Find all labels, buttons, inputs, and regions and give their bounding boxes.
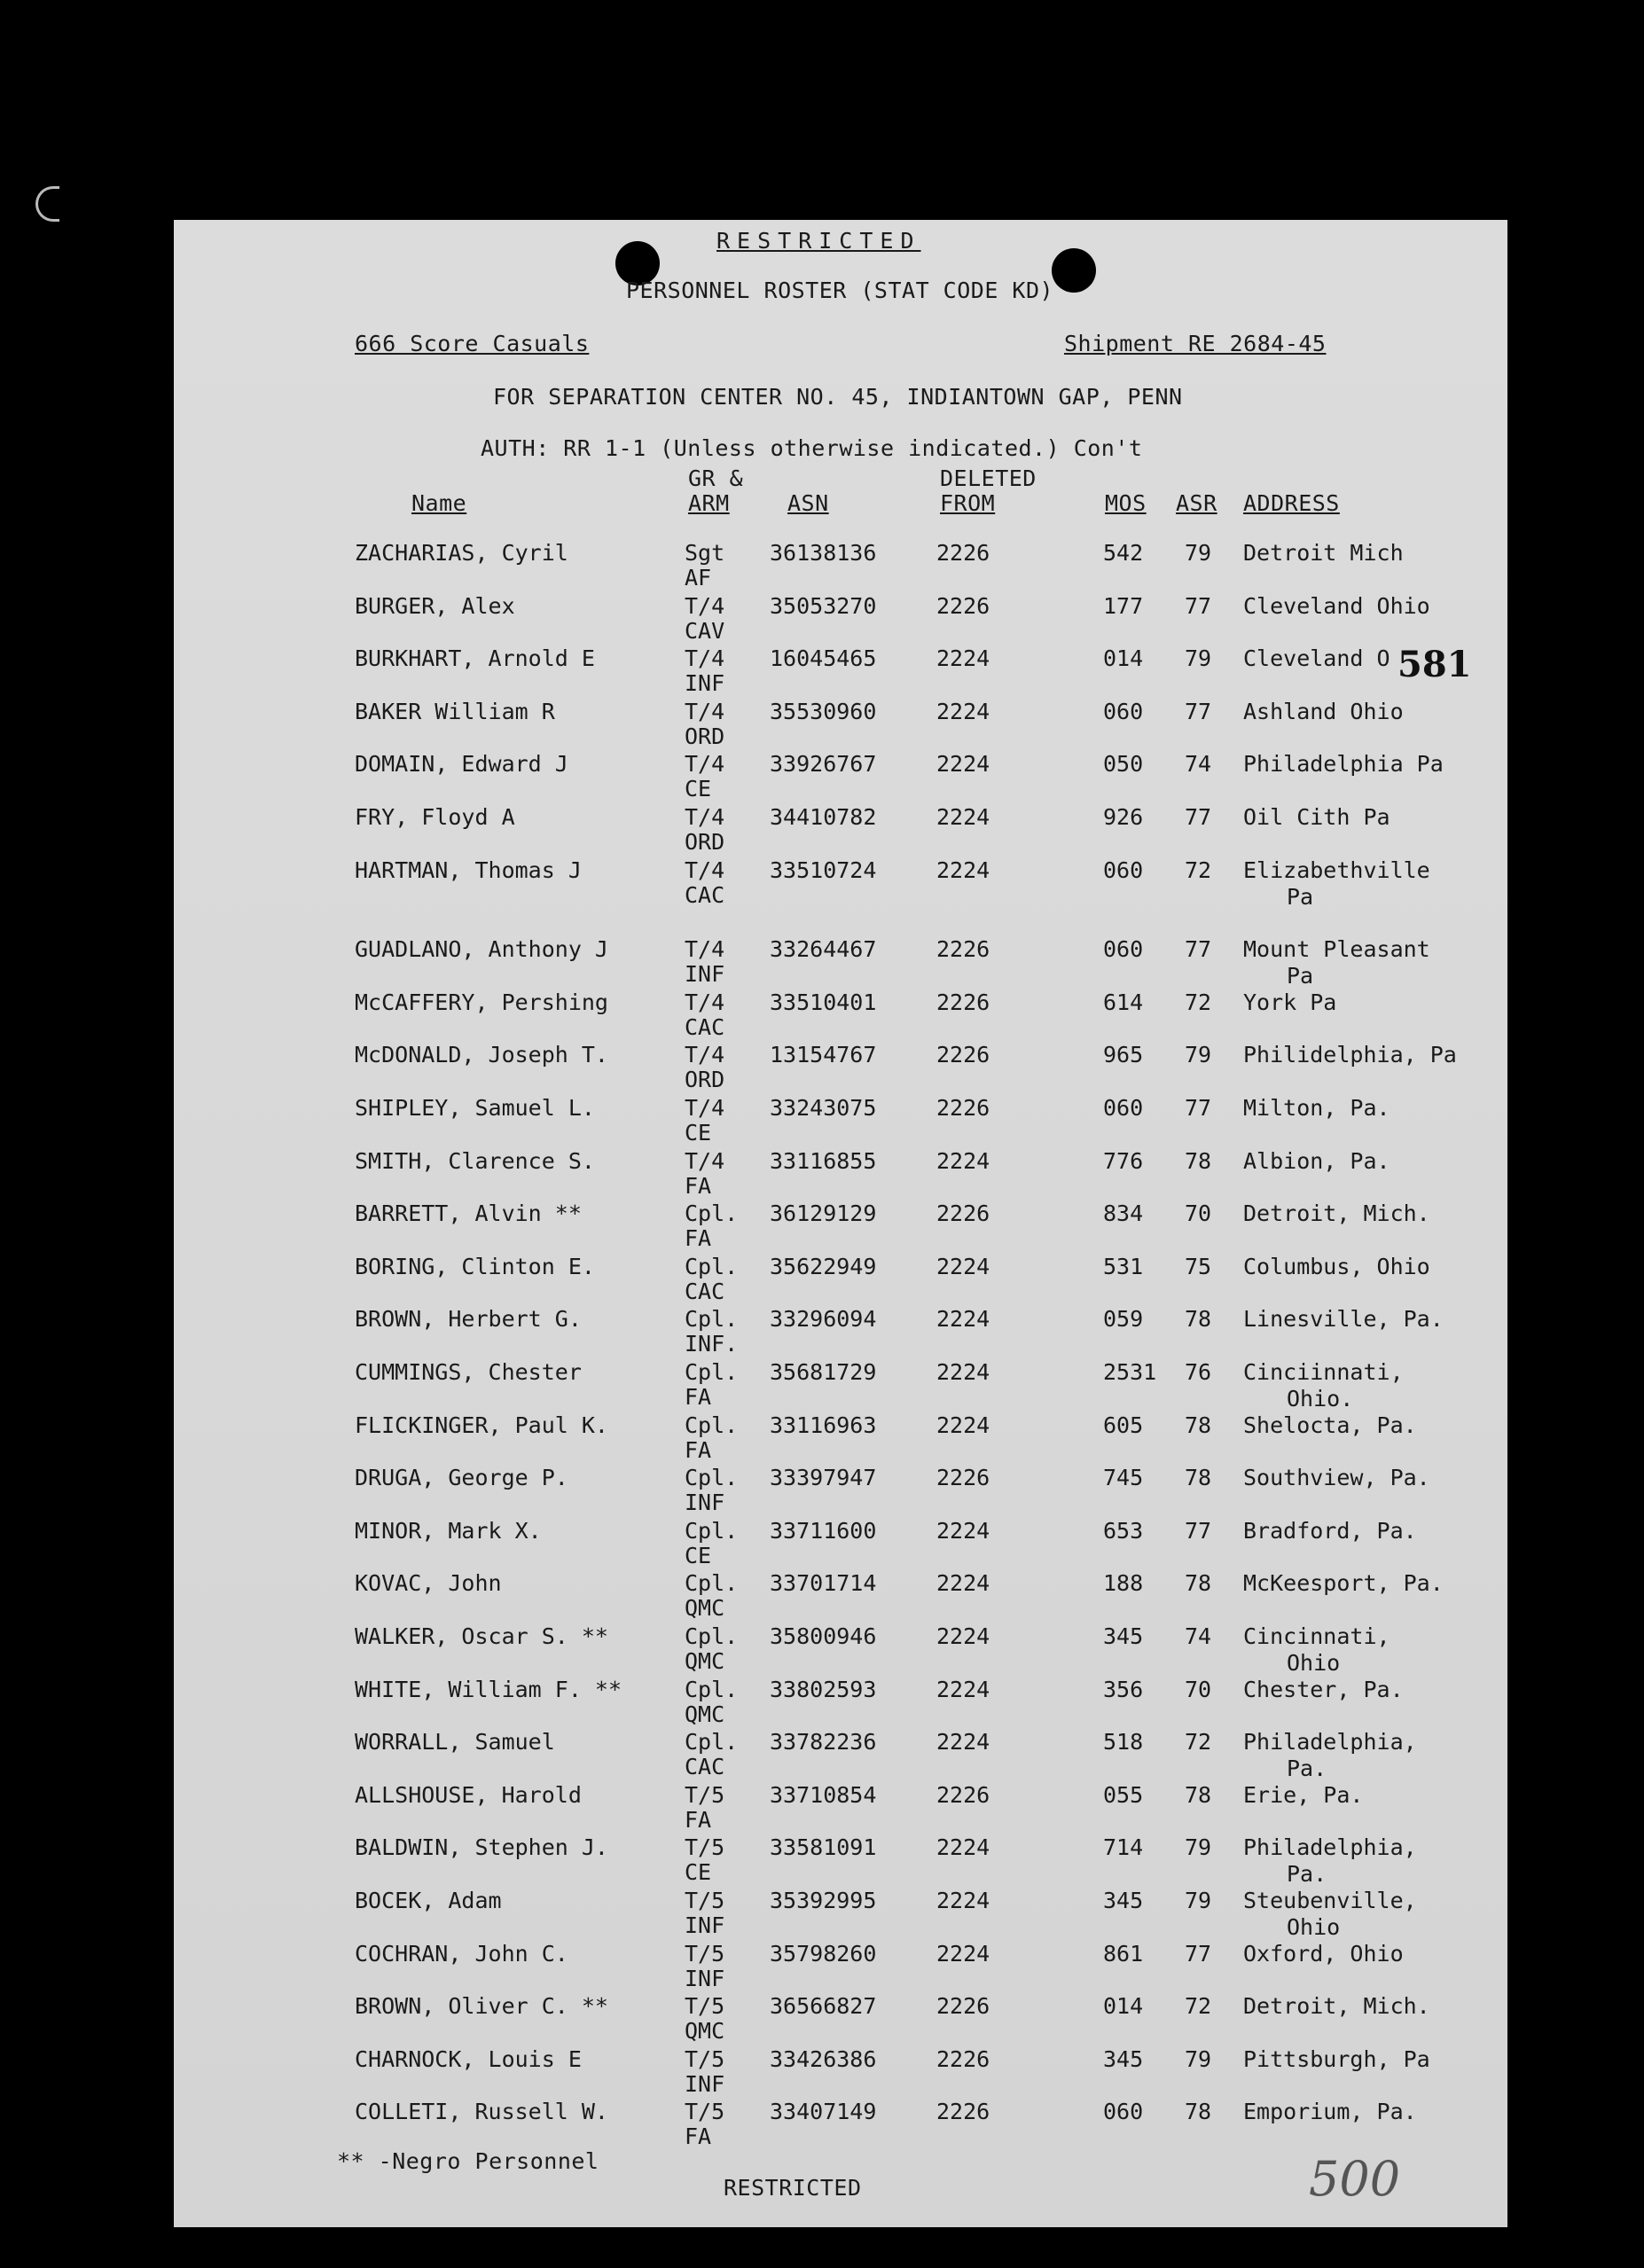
cell-name: WALKER, Oscar S. ** xyxy=(355,1623,608,1649)
cell-arm: FA xyxy=(685,1172,712,1199)
cell-asn: 33926767 xyxy=(770,751,877,778)
cell-arm: CAC xyxy=(685,1754,725,1780)
cell-asn: 33782236 xyxy=(770,1729,877,1756)
table-row xyxy=(174,541,1507,594)
cell-asn: 35392995 xyxy=(770,1888,877,1913)
cell-mos: 542 xyxy=(1103,540,1144,566)
cell-arm: FA xyxy=(685,1384,712,1410)
cell-address: Erie, Pa. xyxy=(1243,1781,1364,1808)
cell-grade: T/4 xyxy=(685,989,725,1015)
cell-name: DOMAIN, Edward J xyxy=(355,751,568,778)
cell-arm: CE xyxy=(685,776,712,802)
cell-asn: 33116855 xyxy=(770,1147,877,1174)
cell-arm: INF xyxy=(685,961,725,988)
table-row xyxy=(174,646,1507,700)
cell-asn: 35530960 xyxy=(770,698,877,724)
cell-asr: 78 xyxy=(1185,2099,1212,2125)
cell-asn: 36566827 xyxy=(770,1993,877,2020)
cell-address: Steubenville, xyxy=(1243,1888,1417,1913)
cell-mos: 861 xyxy=(1103,1940,1144,1967)
cell-grade: T/5 xyxy=(685,2099,725,2125)
cell-name: GUADLANO, Anthony J xyxy=(355,936,608,963)
cell-name: COCHRAN, John C. xyxy=(355,1940,568,1967)
cell-address-line2: Pa. xyxy=(1287,1861,1327,1888)
cell-asn: 33510724 xyxy=(770,856,877,883)
cell-asn: 33264467 xyxy=(770,936,877,963)
cell-asn: 35800946 xyxy=(770,1623,877,1649)
cell-name: FRY, Floyd A xyxy=(355,804,515,830)
cell-asn: 35622949 xyxy=(770,1253,877,1279)
cell-asr: 79 xyxy=(1185,1042,1212,1068)
cell-asr: 77 xyxy=(1185,804,1212,830)
cell-address: Shelocta, Pa. xyxy=(1243,1412,1417,1438)
cell-deleted-from: 2226 xyxy=(936,592,990,619)
table-row xyxy=(174,1413,1507,1466)
table-row xyxy=(174,990,1507,1044)
cell-deleted-from: 2226 xyxy=(936,936,990,963)
cell-name: BOCEK, Adam xyxy=(355,1888,502,1913)
stamp-number: 581 xyxy=(1397,644,1472,685)
cell-address-line2: Pa xyxy=(1287,883,1314,910)
cell-arm: CE xyxy=(685,1542,712,1568)
destination-line: FOR SEPARATION CENTER NO. 45, INDIANTOWN GAP, PENN xyxy=(493,384,1183,410)
cell-deleted-from: 2224 xyxy=(936,1729,990,1756)
cell-mos: 834 xyxy=(1103,1200,1144,1227)
cell-asr: 72 xyxy=(1185,856,1212,883)
cell-asn: 16045465 xyxy=(770,645,877,672)
cell-asn: 33116963 xyxy=(770,1412,877,1438)
cell-arm: QMC xyxy=(685,1595,725,1622)
cell-arm: FA xyxy=(685,1225,712,1252)
cell-grade: T/5 xyxy=(685,2045,725,2072)
cell-asn: 33701714 xyxy=(770,1570,877,1597)
cell-address: Oil Cith Pa xyxy=(1243,804,1390,830)
cell-deleted-from: 2226 xyxy=(936,1042,990,1068)
cell-asr: 79 xyxy=(1185,645,1212,672)
cell-grade: Cpl. xyxy=(685,1676,739,1702)
table-row xyxy=(174,1360,1507,1413)
cell-grade: T/4 xyxy=(685,936,725,963)
cell-asr: 72 xyxy=(1185,1993,1212,2020)
cell-mos: 653 xyxy=(1103,1517,1144,1544)
cell-name: BORING, Clinton E. xyxy=(355,1253,595,1279)
cell-name: HARTMAN, Thomas J xyxy=(355,856,582,883)
cell-asr: 74 xyxy=(1185,1623,1212,1649)
cell-address: Ashland Ohio xyxy=(1243,698,1404,724)
col-header-arm: ARM xyxy=(688,490,730,516)
cell-address-line2: Ohio xyxy=(1287,1650,1341,1676)
cell-mos: 345 xyxy=(1103,1623,1144,1649)
cell-name: BARRETT, Alvin ** xyxy=(355,1200,582,1227)
cell-name: McCAFFERY, Pershing xyxy=(355,989,608,1015)
cell-mos: 188 xyxy=(1103,1570,1144,1597)
cell-asr: 79 xyxy=(1185,2045,1212,2072)
cell-asr: 77 xyxy=(1185,1940,1212,1967)
cell-asn: 33581091 xyxy=(770,1834,877,1861)
cell-grade: T/5 xyxy=(685,1993,725,2020)
document-page xyxy=(174,220,1507,2227)
cell-grade: Cpl. xyxy=(685,1253,739,1279)
cell-address: Detroit Mich xyxy=(1243,540,1404,566)
cell-deleted-from: 2224 xyxy=(936,1570,990,1597)
cell-deleted-from: 2224 xyxy=(936,645,990,672)
cell-arm: CAC xyxy=(685,881,725,908)
cell-grade: T/5 xyxy=(685,1888,725,1913)
cell-address-line2: Pa xyxy=(1287,963,1314,989)
cell-asr: 78 xyxy=(1185,1781,1212,1808)
cell-asr: 72 xyxy=(1185,1729,1212,1756)
cell-arm: INF xyxy=(685,1490,725,1516)
cell-grade: T/5 xyxy=(685,1834,725,1861)
cell-address: McKeesport, Pa. xyxy=(1243,1570,1444,1597)
cell-asn: 13154767 xyxy=(770,1042,877,1068)
cell-asn: 35681729 xyxy=(770,1359,877,1385)
cell-address: Linesville, Pa. xyxy=(1243,1306,1444,1333)
cell-grade: T/4 xyxy=(685,698,725,724)
cell-mos: 356 xyxy=(1103,1676,1144,1702)
cell-asn: 33426386 xyxy=(770,2045,877,2072)
cell-asn: 33802593 xyxy=(770,1676,877,1702)
cell-asr: 78 xyxy=(1185,1465,1212,1491)
table-row xyxy=(174,1624,1507,1678)
cell-mos: 055 xyxy=(1103,1781,1144,1808)
cell-address: Cincinnati, xyxy=(1243,1623,1390,1649)
cell-address-line2: Ohio xyxy=(1287,1914,1341,1940)
cell-mos: 605 xyxy=(1103,1412,1144,1438)
cell-name: SMITH, Clarence S. xyxy=(355,1147,595,1174)
cell-asn: 33711600 xyxy=(770,1517,877,1544)
col-header-gr: GR & xyxy=(688,465,744,491)
cell-deleted-from: 2224 xyxy=(936,804,990,830)
cell-deleted-from: 2224 xyxy=(936,1359,990,1385)
cell-arm: QMC xyxy=(685,1648,725,1674)
col-header-asr: ASR xyxy=(1176,490,1217,516)
table-row xyxy=(174,1201,1507,1255)
cell-grade: T/4 xyxy=(685,804,725,830)
table-row xyxy=(174,700,1507,753)
cell-asr: 70 xyxy=(1185,1676,1212,1702)
table-row xyxy=(174,594,1507,647)
cell-arm: FA xyxy=(685,2123,712,2150)
cell-address: Philidelphia, Pa xyxy=(1243,1042,1457,1068)
cell-address: Southview, Pa. xyxy=(1243,1465,1430,1491)
table-row xyxy=(174,858,1507,911)
table-row xyxy=(174,1519,1507,1572)
table-row xyxy=(174,1835,1507,1889)
cell-mos: 059 xyxy=(1103,1306,1144,1333)
col-header-name: Name xyxy=(411,490,467,516)
cell-asr: 70 xyxy=(1185,1200,1212,1227)
cell-asr: 79 xyxy=(1185,1834,1212,1861)
cell-grade: T/4 xyxy=(685,751,725,778)
cell-mos: 014 xyxy=(1103,645,1144,672)
cell-name: BROWN, Oliver C. ** xyxy=(355,1993,608,2020)
cell-mos: 050 xyxy=(1103,751,1144,778)
cell-asr: 77 xyxy=(1185,1517,1212,1544)
cell-arm: CAV xyxy=(685,617,725,644)
cell-address-line2: Ohio. xyxy=(1287,1386,1354,1412)
cell-asr: 77 xyxy=(1185,1095,1212,1121)
table-row xyxy=(174,1149,1507,1202)
roster-title: PERSONNEL ROSTER (STAT CODE KD) xyxy=(626,278,1054,303)
cell-grade: T/4 xyxy=(685,1147,725,1174)
cell-deleted-from: 2224 xyxy=(936,1623,990,1649)
cell-name: ALLSHOUSE, Harold xyxy=(355,1781,582,1808)
cell-name: BALDWIN, Stephen J. xyxy=(355,1834,608,1861)
cell-mos: 614 xyxy=(1103,989,1144,1015)
cell-name: WORRALL, Samuel xyxy=(355,1729,555,1756)
table-row xyxy=(174,1889,1507,1942)
cell-asn: 33510401 xyxy=(770,989,877,1015)
cell-name: BAKER William R xyxy=(355,698,555,724)
cell-deleted-from: 2224 xyxy=(936,698,990,724)
cell-deleted-from: 2224 xyxy=(936,1412,990,1438)
cell-mos: 776 xyxy=(1103,1147,1144,1174)
cell-mos: 060 xyxy=(1103,936,1144,963)
cell-name: BURGER, Alex xyxy=(355,592,515,619)
cell-deleted-from: 2226 xyxy=(936,1993,990,2020)
cell-grade: Cpl. xyxy=(685,1623,739,1649)
cell-name: WHITE, William F. ** xyxy=(355,1676,622,1702)
shipment-label: Shipment RE 2684-45 xyxy=(1064,331,1327,356)
cell-arm: FA xyxy=(685,1436,712,1463)
cell-asr: 79 xyxy=(1185,540,1212,566)
cell-deleted-from: 2226 xyxy=(936,989,990,1015)
cell-asr: 77 xyxy=(1185,698,1212,724)
cell-arm: AF xyxy=(685,565,712,590)
cell-name: CHARNOCK, Louis E xyxy=(355,2045,582,2072)
cell-mos: 745 xyxy=(1103,1465,1144,1491)
cell-deleted-from: 2224 xyxy=(936,1147,990,1174)
punch-hole xyxy=(1052,248,1096,293)
cell-arm: INF xyxy=(685,670,725,697)
cell-mos: 060 xyxy=(1103,856,1144,883)
cell-address: Chester, Pa. xyxy=(1243,1676,1404,1702)
cell-grade: Cpl. xyxy=(685,1570,739,1597)
cell-deleted-from: 2226 xyxy=(936,2099,990,2125)
cell-asn: 34410782 xyxy=(770,804,877,830)
cell-asr: 72 xyxy=(1185,989,1212,1015)
table-row xyxy=(174,752,1507,805)
cell-grade: T/4 xyxy=(685,645,725,672)
table-row xyxy=(174,937,1507,990)
cell-mos: 345 xyxy=(1103,1888,1144,1913)
cell-asn: 36129129 xyxy=(770,1200,877,1227)
cell-name: DRUGA, George P. xyxy=(355,1465,568,1491)
cell-deleted-from: 2224 xyxy=(936,1834,990,1861)
cell-address: Oxford, Ohio xyxy=(1243,1940,1404,1967)
cell-deleted-from: 2224 xyxy=(936,1306,990,1333)
col-header-from: FROM xyxy=(940,490,996,516)
cell-deleted-from: 2226 xyxy=(936,540,990,566)
cell-deleted-from: 2224 xyxy=(936,751,990,778)
cell-arm: CAC xyxy=(685,1278,725,1304)
group-label: 666 Score Casuals xyxy=(355,331,590,356)
table-row xyxy=(174,1096,1507,1149)
cell-grade: T/5 xyxy=(685,1940,725,1967)
cell-arm: INF xyxy=(685,2070,725,2097)
cell-deleted-from: 2224 xyxy=(936,1940,990,1967)
cell-address: Bradford, Pa. xyxy=(1243,1517,1417,1544)
cell-arm: INF xyxy=(685,1965,725,1991)
cell-deleted-from: 2224 xyxy=(936,856,990,883)
cell-arm: CE xyxy=(685,1120,712,1146)
cell-arm: CAC xyxy=(685,1013,725,1040)
cell-mos: 926 xyxy=(1103,804,1144,830)
cell-address: Columbus, Ohio xyxy=(1243,1253,1430,1279)
cell-mos: 714 xyxy=(1103,1834,1144,1861)
col-header-asn: ASN xyxy=(787,490,829,516)
cell-arm: CE xyxy=(685,1859,712,1886)
cell-asr: 78 xyxy=(1185,1570,1212,1597)
cell-asr: 77 xyxy=(1185,592,1212,619)
handwritten-page-number: 500 xyxy=(1309,2151,1401,2207)
cell-asr: 76 xyxy=(1185,1359,1212,1385)
cell-grade: T/4 xyxy=(685,1042,725,1068)
cell-arm: INF. xyxy=(685,1331,739,1357)
cell-arm: QMC xyxy=(685,2018,725,2045)
cell-asn: 35053270 xyxy=(770,592,877,619)
table-row xyxy=(174,1678,1507,1731)
cell-asn: 33296094 xyxy=(770,1306,877,1333)
cell-name: McDONALD, Joseph T. xyxy=(355,1042,608,1068)
cell-deleted-from: 2226 xyxy=(936,1200,990,1227)
cell-asn: 36138136 xyxy=(770,540,877,566)
cell-grade: T/4 xyxy=(685,856,725,883)
cell-arm: INF xyxy=(685,1912,725,1938)
cell-asr: 78 xyxy=(1185,1412,1212,1438)
table-row xyxy=(174,1730,1507,1783)
cell-grade: T/4 xyxy=(685,1095,725,1121)
cell-mos: 014 xyxy=(1103,1993,1144,2020)
cell-name: BROWN, Herbert G. xyxy=(355,1306,582,1333)
cell-arm: ORD xyxy=(685,829,725,855)
cell-address: Philadelphia, xyxy=(1243,1834,1417,1861)
cell-asn: 33243075 xyxy=(770,1095,877,1121)
cell-deleted-from: 2226 xyxy=(936,1095,990,1121)
cell-arm: ORD xyxy=(685,1067,725,1093)
table-row xyxy=(174,1255,1507,1308)
table-row xyxy=(174,1307,1507,1360)
scan-artifact xyxy=(35,186,59,222)
auth-line: AUTH: RR 1-1 (Unless otherwise indicated.) Con't xyxy=(481,435,1143,461)
col-header-mos: MOS xyxy=(1105,490,1147,516)
cell-arm: ORD xyxy=(685,723,725,749)
cell-deleted-from: 2226 xyxy=(936,2045,990,2072)
cell-grade: T/5 xyxy=(685,1781,725,1808)
cell-asr: 79 xyxy=(1185,1888,1212,1913)
cell-address: Emporium, Pa. xyxy=(1243,2099,1417,2125)
cell-mos: 060 xyxy=(1103,2099,1144,2125)
cell-address: Pittsburgh, Pa xyxy=(1243,2045,1430,2072)
cell-address: Albion, Pa. xyxy=(1243,1147,1390,1174)
cell-grade: Cpl. xyxy=(685,1200,739,1227)
cell-name: FLICKINGER, Paul K. xyxy=(355,1412,608,1438)
cell-asr: 78 xyxy=(1185,1306,1212,1333)
cell-address: Detroit, Mich. xyxy=(1243,1993,1430,2020)
cell-deleted-from: 2224 xyxy=(936,1888,990,1913)
cell-address: Mount Pleasant xyxy=(1243,936,1430,963)
cell-asr: 77 xyxy=(1185,936,1212,963)
cell-address-line2: Pa. xyxy=(1287,1756,1327,1782)
cell-name: SHIPLEY, Samuel L. xyxy=(355,1095,595,1121)
cell-address: Detroit, Mich. xyxy=(1243,1200,1430,1227)
cell-address: Philadelphia Pa xyxy=(1243,751,1444,778)
cell-asr: 74 xyxy=(1185,751,1212,778)
col-header-deleted: DELETED xyxy=(940,465,1037,491)
cell-deleted-from: 2226 xyxy=(936,1465,990,1491)
cell-grade: Cpl. xyxy=(685,1517,739,1544)
cell-mos: 2531 xyxy=(1103,1359,1157,1385)
cell-deleted-from: 2224 xyxy=(936,1676,990,1702)
cell-deleted-from: 2226 xyxy=(936,1781,990,1808)
cell-address: Cleveland Ohio xyxy=(1243,592,1430,619)
cell-mos: 965 xyxy=(1103,1042,1144,1068)
cell-address: York Pa xyxy=(1243,989,1337,1015)
cell-grade: Cpl. xyxy=(685,1306,739,1333)
cell-name: BURKHART, Arnold E xyxy=(355,645,595,672)
cell-mos: 518 xyxy=(1103,1729,1144,1756)
footer-note: ** -Negro Personnel xyxy=(337,2148,599,2174)
cell-grade: Sgt xyxy=(685,540,725,566)
table-row xyxy=(174,1466,1507,1519)
table-row xyxy=(174,805,1507,858)
cell-grade: Cpl. xyxy=(685,1359,739,1385)
table-row xyxy=(174,1571,1507,1624)
cell-address: Elizabethville xyxy=(1243,856,1430,883)
cell-grade: T/4 xyxy=(685,592,725,619)
table-row xyxy=(174,2047,1507,2100)
cell-address: Philadelphia, xyxy=(1243,1729,1417,1756)
cell-mos: 060 xyxy=(1103,698,1144,724)
cell-grade: Cpl. xyxy=(685,1412,739,1438)
table-row xyxy=(174,1043,1507,1096)
cell-asr: 78 xyxy=(1185,1147,1212,1174)
cell-address: Cleveland O xyxy=(1243,645,1390,672)
table-row xyxy=(174,1942,1507,1995)
cell-deleted-from: 2224 xyxy=(936,1517,990,1544)
cell-mos: 345 xyxy=(1103,2045,1144,2072)
cell-name: COLLETI, Russell W. xyxy=(355,2099,608,2125)
cell-name: MINOR, Mark X. xyxy=(355,1517,542,1544)
cell-address: Milton, Pa. xyxy=(1243,1095,1390,1121)
cell-name: KOVAC, John xyxy=(355,1570,502,1597)
cell-mos: 177 xyxy=(1103,592,1144,619)
cell-address: Cinciinnati, xyxy=(1243,1359,1404,1385)
cell-name: ZACHARIAS, Cyril xyxy=(355,540,568,566)
table-row xyxy=(174,1783,1507,1836)
cell-asr: 75 xyxy=(1185,1253,1212,1279)
cell-name: CUMMINGS, Chester xyxy=(355,1359,582,1385)
table-row xyxy=(174,1994,1507,2047)
cell-asn: 33710854 xyxy=(770,1781,877,1808)
cell-mos: 531 xyxy=(1103,1253,1144,1279)
cell-asn: 33407149 xyxy=(770,2099,877,2125)
col-header-address: ADDRESS xyxy=(1243,490,1340,516)
cell-mos: 060 xyxy=(1103,1095,1144,1121)
cell-asn: 35798260 xyxy=(770,1940,877,1967)
table-row xyxy=(174,2100,1507,2153)
cell-deleted-from: 2224 xyxy=(936,1253,990,1279)
restricted-header: RESTRICTED xyxy=(716,228,921,254)
restricted-footer: RESTRICTED xyxy=(724,2175,862,2201)
cell-grade: Cpl. xyxy=(685,1465,739,1491)
cell-grade: Cpl. xyxy=(685,1729,739,1756)
cell-arm: QMC xyxy=(685,1701,725,1727)
cell-arm: FA xyxy=(685,1806,712,1833)
cell-asn: 33397947 xyxy=(770,1465,877,1491)
